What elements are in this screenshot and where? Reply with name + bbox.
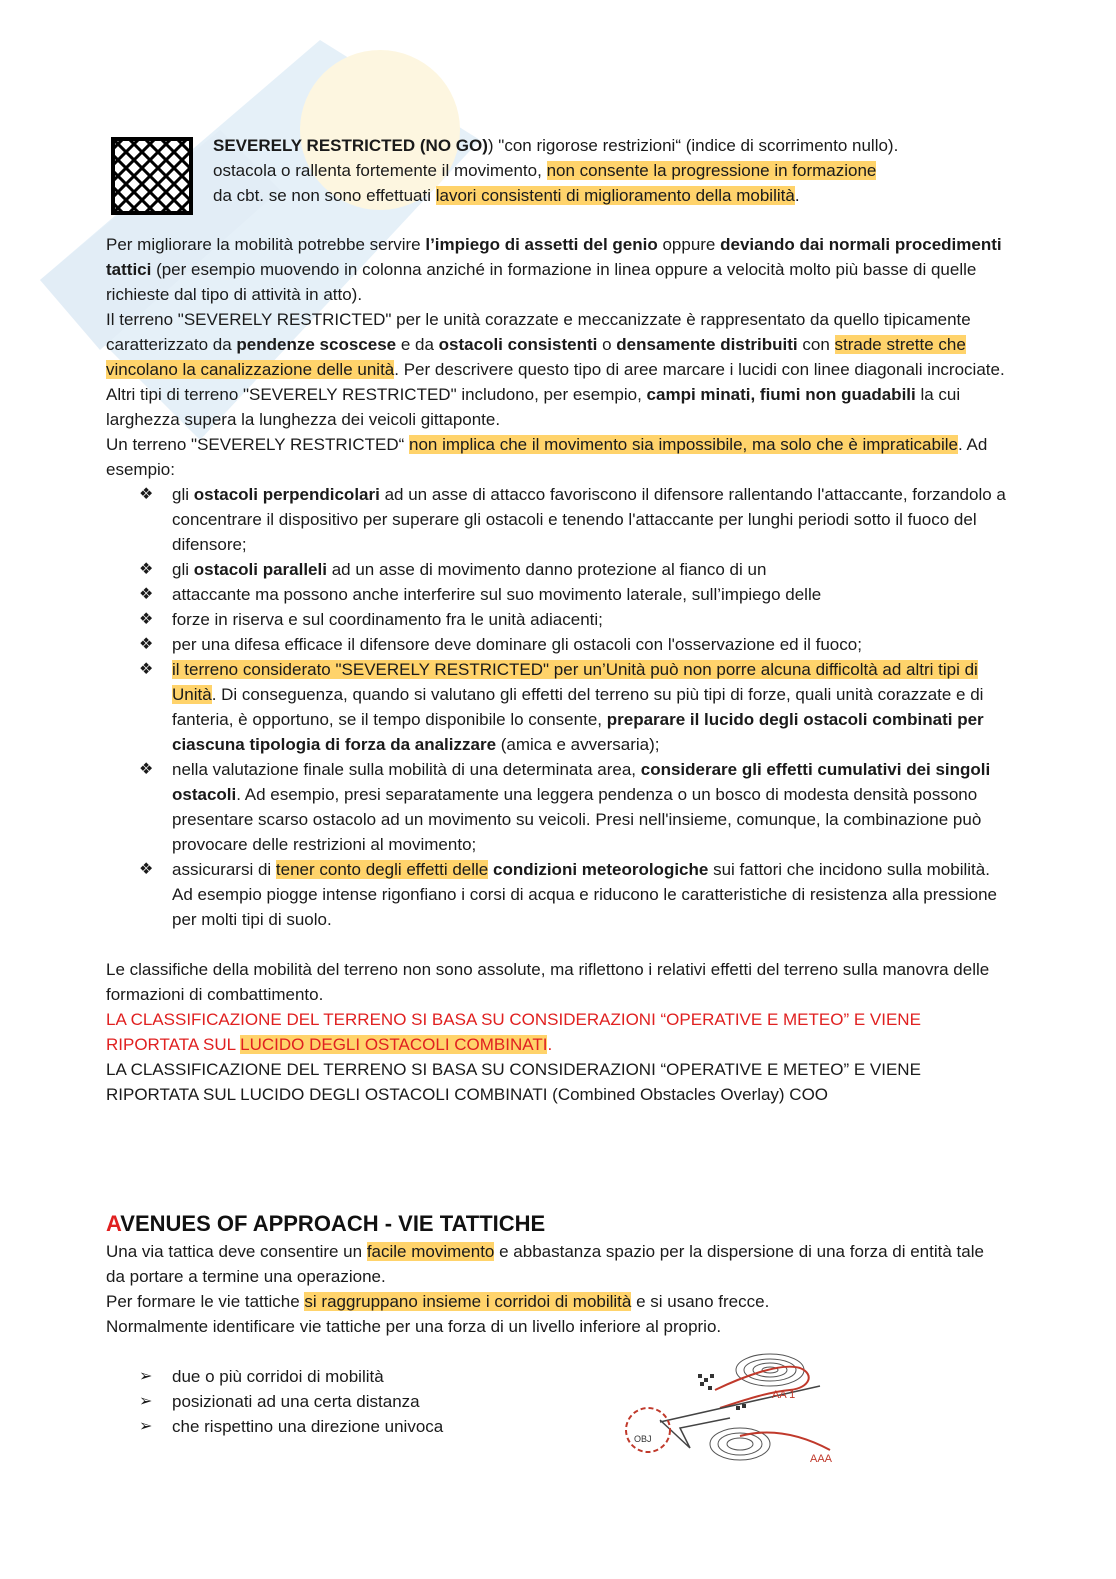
diamond-bullet-icon: ❖ — [139, 636, 154, 653]
diamond-bullet-icon: ❖ — [139, 761, 154, 778]
diamond-bullet-icon: ❖ — [139, 586, 154, 603]
aaa-label: AAA — [810, 1453, 833, 1465]
list-item: ❖ assicurarsi di tener conto degli effetti delle condizioni meteorologiche sui fattori che incidono sulla mobilità. Ad esempio piogge intense rigonfiano i corsi di acqua e riducono le caratteristiche di resistenza alla pressione per molti tipi di suolo. — [106, 857, 1006, 932]
list-item: ❖ forze in riserva e sul coordinamento fra le unità adiacenti; — [106, 607, 1006, 632]
diamond-bullet-icon: ❖ — [139, 611, 154, 628]
diamond-bullet-icon: ❖ — [139, 661, 154, 678]
list-item: ❖ nella valutazione finale sulla mobilità di una determinata area, considerare gli effetti cumulativi dei singoli ostacoli. Ad esempio, presi separatamente una leggera pendenza o un bosco di modesta densità possono presentare scarso ostacolo ad un movimento su veicoli. Presi nell'insieme, comunque, la combinazione può provocare delle restrizioni al movimento; — [106, 757, 1006, 857]
list-item: ❖ attaccante ma possono anche interferire sul suo movimento laterale, sull’impiego delle — [106, 582, 1006, 607]
arrow-bullet-icon: ➢ — [139, 1368, 153, 1385]
list-item: ❖ gli ostacoli perpendicolari ad un asse di attacco favoriscono il difensore rallentando l'attaccante, forzandolo a concentrare il dispositivo per superare gli ostacoli e tenendo l'attaccante per lunghi periodi sotto il fuoco del difensore; — [106, 482, 1006, 557]
body-paragraphs — [106, 232, 1006, 1107]
aa1-label: AA 1 — [772, 1389, 796, 1401]
arrow-bullet-icon: ➢ — [139, 1393, 153, 1410]
avenues-heading: AVENUES OF APPROACH - VIE TATTICHE — [106, 1211, 546, 1236]
avenues-list — [106, 1364, 586, 1439]
nogo-pattern-icon — [110, 136, 194, 216]
paragraph-other-terrain: Altri tipi di terreno "SEVERELY RESTRICTED" includono, per esempio, campi minati, fiumi non guadabili la cui larghezza supera la lunghezza dei veicoli gittaponte. — [106, 385, 961, 429]
avenues-section — [106, 1239, 1006, 1439]
nogo-description: SEVERELY RESTRICTED (NO GO)) "con rigorose restrizioni“ (indice di scorrimento nullo). ostacola o rallenta fortemente il movimento, non consente la progressione in formazione da cbt. se non sono effettuati lavori consistenti di miglioramento della mobilità. — [213, 136, 899, 205]
examples-list — [106, 482, 1006, 932]
list-item: ➢ posizionati ad una certa distanza — [106, 1389, 586, 1414]
list-item: ❖ il terreno considerato "SEVERELY RESTRICTED" per un’Unità può non porre alcuna difficoltà ad altri tipi di Unità. Di conseguenza, quando si valutano gli effetti del terreno su più tipi di forze, quali unità corazzate e di fanteria, è opportuno, se il tempo disponibile lo consente, preparare il lucido degli ostacoli combinati per ciascuna tipologia di forza da analizzare (amica e avversaria); — [106, 657, 1006, 757]
list-item: ❖ gli ostacoli paralleli ad un asse di movimento danno protezione al fianco di un — [106, 557, 1006, 582]
nogo-title: SEVERELY RESTRICTED (NO GO — [213, 136, 483, 155]
avenues-paragraph-3: Normalmente identificare vie tattiche per una forza di un livello inferiore al proprio. — [106, 1317, 722, 1336]
obj-label: OBJ — [634, 1434, 652, 1444]
red-classification-note: LA CLASSIFICAZIONE DEL TERRENO SI BASA SU CONSIDERAZIONI “OPERATIVE E METEO” E VIENE RIPORTATA SUL LUCIDO DEGLI OSTACOLI COMBINATI. — [106, 1010, 921, 1054]
paragraph-severely-restricted: Il terreno "SEVERELY RESTRICTED" per le unità corazzate e meccanizzate è rappresentato da quello tipicamente caratterizzato da pendenze scoscese e da ostacoli consistenti o densamente distribuiti con strade strette che vincolano la canalizzazione delle unità. Per descrivere questo tipo di aree marcare i lucidi con linee diagonali incrociate. — [106, 310, 1005, 379]
classification-note: LA CLASSIFICAZIONE DEL TERRENO SI BASA SU CONSIDERAZIONI “OPERATIVE E METEO” E VIENE RIPORTATA SUL LUCIDO DEGLI OSTACOLI COMBINATI (Combined Obstacles Overlay) COO — [106, 1060, 921, 1104]
avenues-paragraph-2: Per formare le vie tattiche si raggruppano insieme i corridoi di mobilità e si usano frecce. — [106, 1292, 770, 1311]
diamond-bullet-icon: ❖ — [139, 861, 154, 878]
diamond-bullet-icon: ❖ — [139, 486, 154, 503]
avenues-paragraph-1: Una via tattica deve consentire un facile movimento e abbastanza spazio per la dispersione di una forza di entità tale da portare a termine una operazione. — [106, 1242, 984, 1286]
list-item: ➢ che rispettino una direzione univoca — [106, 1414, 586, 1439]
diamond-bullet-icon: ❖ — [139, 561, 154, 578]
list-item: ➢ due o più corridoi di mobilità — [106, 1364, 586, 1389]
paragraph-classification: Le classifiche della mobilità del terreno non sono assolute, ma riflettono i relativi effetti del terreno sulla manovra delle formazioni di combattimento. — [106, 960, 990, 1004]
paragraph-not-impossible: Un terreno "SEVERELY RESTRICTED“ non implica che il movimento sia impossibile, ma solo che è impraticabile. Ad esempio: — [106, 435, 988, 479]
avenue-map-figure — [620, 1348, 845, 1473]
list-item: ❖ per una difesa efficace il difensore deve dominare gli ostacoli con l'osservazione ed il fuoco; — [106, 632, 1006, 657]
paragraph-mobility: Per migliorare la mobilità potrebbe servire l’impiego di assetti del genio oppure deviando dai normali procedimenti tattici (per esempio muovendo in colonna anziché in formazione in linea oppure a velocità molto più basse di quelle richieste dal tipo di attività in atto). — [106, 235, 1002, 304]
arrow-bullet-icon: ➢ — [139, 1418, 153, 1435]
